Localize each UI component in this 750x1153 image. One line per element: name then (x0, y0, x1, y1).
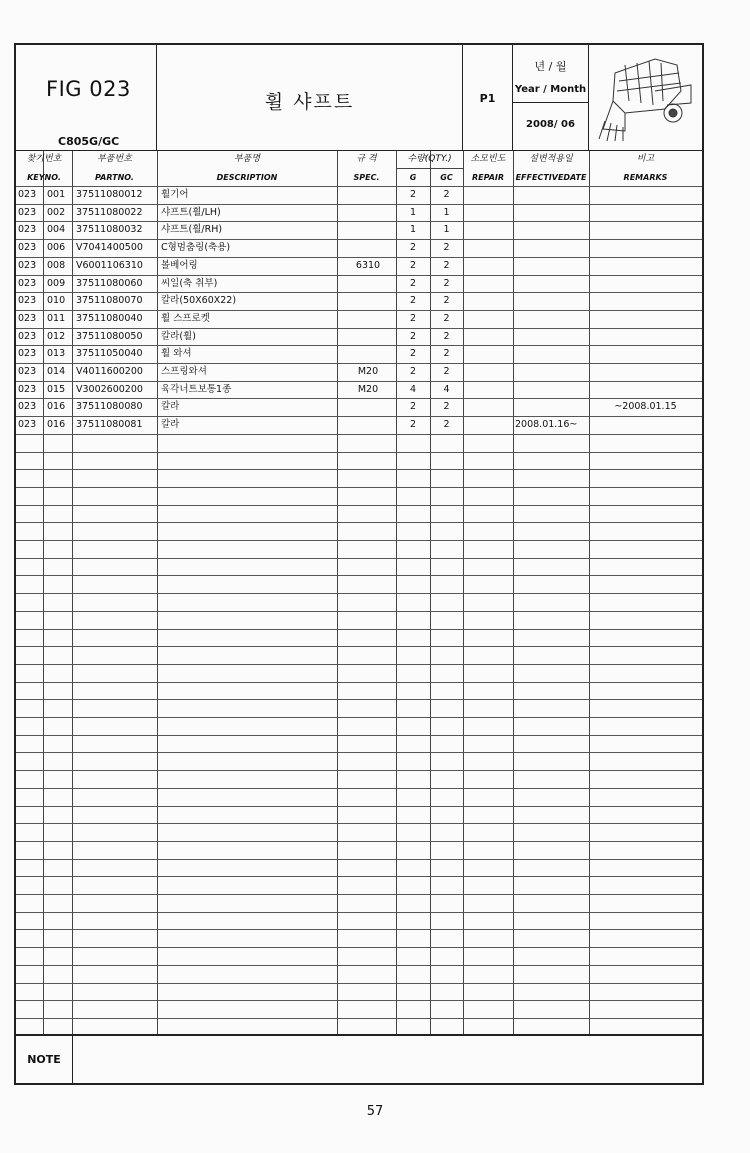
cell-gc: 1 (443, 224, 450, 236)
cell-gc: 2 (443, 419, 450, 431)
cell-key: 004 (47, 224, 66, 236)
qty-gc-header: GC (440, 173, 453, 182)
cell-key: 009 (47, 277, 66, 289)
row-line (16, 505, 702, 506)
row-line (16, 912, 702, 913)
cell-desc: 휠기어 (161, 189, 189, 200)
cell-gc: 2 (443, 189, 450, 200)
repair-header: 소모빈도 REPAIR (470, 154, 506, 182)
machine-illustration (589, 45, 702, 150)
cell-fig: 023 (18, 259, 37, 271)
row-line (16, 664, 702, 665)
year-month-value: 2008/ 06 (526, 119, 575, 130)
cell-key: 015 (47, 383, 66, 395)
row-line (16, 806, 702, 807)
cell-g: 2 (409, 401, 417, 413)
cell-key: 008 (47, 259, 66, 271)
row-line (16, 717, 702, 718)
row-line (16, 752, 702, 753)
cell-key: 006 (47, 242, 66, 254)
cell-desc: 휠 와셔 (161, 348, 192, 360)
table-row (16, 257, 702, 275)
cell-desc: 휠 스프로켓 (161, 312, 210, 324)
table-row (16, 186, 702, 204)
cell-fig: 023 (18, 383, 37, 395)
row-line (16, 1018, 702, 1019)
cell-g: 2 (409, 189, 417, 200)
row-line (16, 841, 702, 842)
cell-part: 37511050040 (76, 348, 143, 360)
fig-cell (16, 45, 157, 150)
year-month-label-kor: 년 / 월 (534, 60, 567, 73)
cell-desc: 칼라(50X60X22) (161, 295, 237, 307)
cell-fig: 023 (18, 206, 37, 218)
cell-gc: 2 (443, 259, 450, 271)
cell-desc: 샤프트(휠/LH) (161, 206, 221, 218)
cell-fig: 023 (18, 295, 37, 307)
cell-g: 2 (409, 295, 417, 307)
cell-desc: 칼라 (161, 419, 180, 431)
cell-key: 011 (47, 312, 66, 324)
cell-key: 010 (47, 295, 66, 307)
cell-part: V4011600200 (76, 366, 143, 377)
page-title: 휠 샤프트 (264, 91, 355, 113)
remarks-header: 비고 REMARKS (623, 154, 668, 182)
table-row (16, 345, 702, 363)
cell-key: 016 (47, 401, 66, 413)
cell-part: 37511080012 (76, 189, 143, 200)
cell-gc: 2 (443, 348, 450, 360)
row-line (16, 469, 702, 470)
cell-desc: 볼베어링 (161, 259, 198, 271)
cell-g: 1 (409, 224, 417, 236)
row-line (16, 558, 702, 559)
cell-desc: 칼라(휠) (161, 330, 196, 342)
cell-gc: 4 (443, 383, 450, 395)
year-month-label: Year / Month (514, 84, 587, 95)
cell-fig: 023 (18, 224, 37, 236)
cell-desc: 육각너트보통1종 (161, 383, 232, 395)
cell-part: 37511080022 (76, 206, 143, 218)
table-row (16, 292, 702, 310)
cell-fig: 023 (18, 242, 37, 254)
note-box (14, 1034, 704, 1085)
cell-fig: 023 (18, 366, 37, 377)
parts-table (14, 151, 704, 1034)
cell-part: 37511080080 (76, 401, 143, 413)
cell-desc: 스프링와셔 (161, 366, 207, 377)
cell-gc: 2 (443, 366, 450, 377)
partno-header: 부품번호 PARTNO. (95, 154, 134, 182)
cell-key: 014 (47, 366, 66, 377)
row-line (16, 770, 702, 771)
cell-part: 37511080050 (76, 330, 143, 342)
row-line (16, 487, 702, 488)
divider (513, 102, 588, 103)
figure-number: FIG 023 (46, 77, 131, 101)
table-row (16, 381, 702, 399)
description-header: 부품명 DESCRIPTION (216, 154, 278, 182)
cell-desc: 씨일(축 취부) (161, 277, 218, 289)
row-line (16, 1000, 702, 1001)
table-row (16, 416, 702, 434)
row-line (16, 929, 702, 930)
note-label: NOTE (16, 1036, 73, 1083)
cell-desc: 샤프트(휠/RH) (161, 224, 223, 236)
row-line (16, 965, 702, 966)
cell-gc: 2 (443, 401, 450, 413)
cell-g: 2 (409, 330, 417, 342)
row-line (16, 682, 702, 683)
row-line (16, 575, 702, 576)
row-line (16, 823, 702, 824)
cell-fig: 023 (18, 419, 37, 431)
row-line (16, 434, 702, 435)
cell-spec: M20 (357, 383, 379, 395)
cell-key: 001 (47, 189, 66, 200)
table-row (16, 363, 702, 381)
cell-desc: C형멈춤링(축용) (161, 242, 231, 254)
row-line (16, 735, 702, 736)
table-row (16, 221, 702, 239)
cell-part: 37511080040 (76, 312, 143, 324)
page-code-cell (463, 45, 513, 150)
cell-g: 2 (409, 242, 417, 254)
cell-g: 2 (409, 259, 417, 271)
table-row (16, 204, 702, 222)
cell-fig: 023 (18, 330, 37, 342)
cell-fig: 023 (18, 312, 37, 324)
row-line (16, 646, 702, 647)
cell-part: V3002600200 (76, 383, 143, 395)
cell-remarks: ~2008.01.15 (614, 401, 677, 413)
cell-g: 2 (409, 419, 417, 431)
table-row (16, 328, 702, 346)
spec-header: 규 격 SPEC. (353, 154, 380, 182)
row-line (16, 593, 702, 594)
year-month-cell (513, 45, 589, 150)
cell-part: V6001106310 (76, 259, 143, 271)
page-header (14, 43, 704, 151)
cell-gc: 1 (443, 206, 450, 218)
cell-part: V7041400500 (76, 242, 143, 254)
cell-g: 2 (409, 348, 417, 360)
cell-part: 37511080032 (76, 224, 143, 236)
table-row (16, 239, 702, 257)
cell-fig: 023 (18, 277, 37, 289)
cell-part: 37511080081 (76, 419, 143, 431)
cell-key: 013 (47, 348, 66, 360)
cell-key: 002 (47, 206, 66, 218)
table-row (16, 398, 702, 416)
row-line (16, 983, 702, 984)
cell-fig: 023 (18, 189, 37, 200)
page-number: 57 (366, 1104, 384, 1119)
effective-date-header: 설변적용일 EFFECTIVEDATE (515, 154, 587, 182)
cell-g: 1 (409, 206, 417, 218)
row-line (16, 699, 702, 700)
cell-g: 4 (409, 383, 417, 395)
table-row (16, 275, 702, 293)
cell-fig: 023 (18, 401, 37, 413)
cell-part: 37511080070 (76, 295, 143, 307)
cell-spec: 6310 (355, 259, 381, 271)
cell-desc: 칼라 (161, 401, 180, 413)
keyno-header: 찾기번호 KEYNO. (26, 154, 62, 182)
cell-part: 37511080060 (76, 277, 143, 289)
cell-gc: 2 (443, 312, 450, 324)
qty-subheader-divider (396, 168, 463, 169)
row-line (16, 947, 702, 948)
cell-spec: M20 (357, 366, 379, 377)
qty-header: 수량(QTY.) (407, 154, 452, 164)
cell-eff: 2008.01.16~ (515, 419, 578, 431)
cell-gc: 2 (443, 295, 450, 307)
cell-g: 2 (409, 312, 417, 324)
row-line (16, 629, 702, 630)
row-line (16, 540, 702, 541)
page-code: P1 (479, 92, 496, 105)
row-line (16, 611, 702, 612)
row-line (16, 859, 702, 860)
combine-harvester-icon (595, 51, 695, 143)
model-code: C805G/GC (58, 135, 120, 148)
table-row (16, 310, 702, 328)
cell-key: 012 (47, 330, 66, 342)
row-line (16, 452, 702, 453)
row-line (16, 894, 702, 895)
cell-gc: 2 (443, 242, 450, 254)
cell-g: 2 (409, 277, 417, 289)
row-line (16, 788, 702, 789)
title-cell (157, 45, 463, 150)
cell-key: 016 (47, 419, 66, 431)
qty-g-header: G (409, 173, 417, 182)
row-line (16, 876, 702, 877)
row-line (16, 522, 702, 523)
cell-fig: 023 (18, 348, 37, 360)
cell-gc: 2 (443, 277, 450, 289)
cell-gc: 2 (443, 330, 450, 342)
cell-g: 2 (409, 366, 417, 377)
